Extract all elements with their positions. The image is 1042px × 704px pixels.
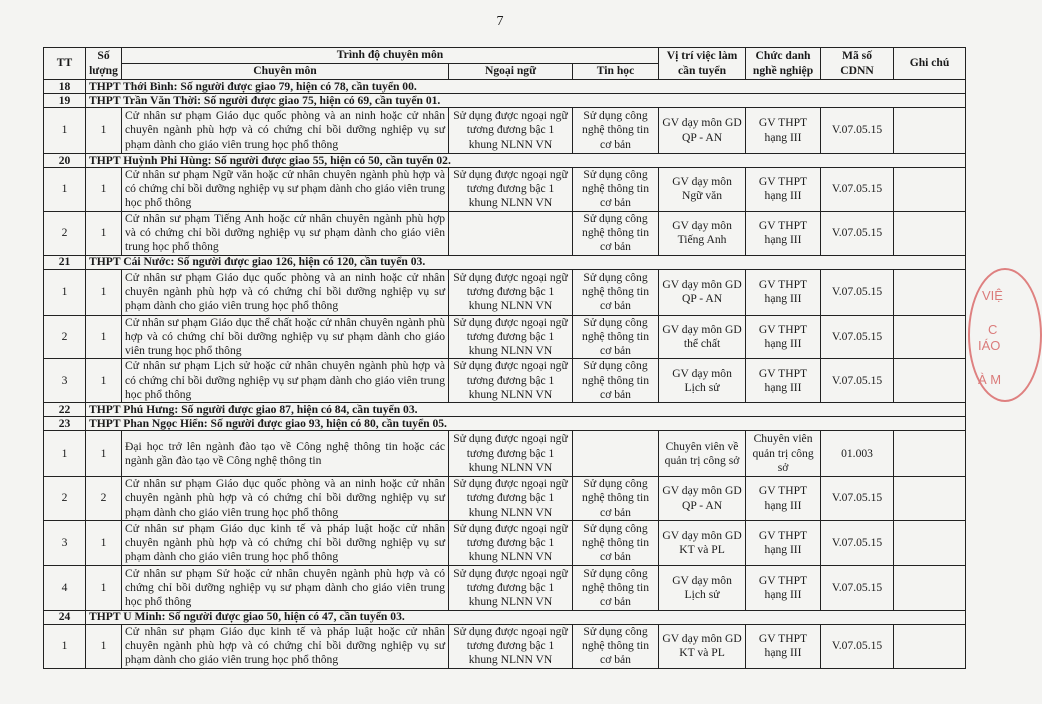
position-cell: GV dạy môn Tiếng Anh [659, 211, 746, 255]
cdnn-code-cell: V.07.05.15 [821, 108, 894, 154]
position-cell: GV dạy môn GD QP - AN [659, 269, 746, 315]
major-cell: Cử nhân sư phạm Lịch sử hoặc cử nhân chuyên ngành phù hợp và có chứng chỉ bồi dưỡng nghiệp vụ sư phạm dành cho giáo viên trung học phổ thông [122, 359, 449, 403]
qty-cell: 2 [86, 477, 122, 521]
cdnn-code-cell: V.07.05.15 [821, 211, 894, 255]
tt-cell: 3 [44, 359, 86, 403]
position-cell: GV dạy môn GD KT và PL [659, 520, 746, 565]
group-title-cell: THPT Trần Văn Thời: Số người được giao 75, hiện có 69, cần tuyển 01. [86, 94, 966, 108]
qty-cell: 1 [86, 315, 122, 359]
table-row [44, 624, 966, 668]
position-cell: GV dạy môn GD KT và PL [659, 624, 746, 668]
qty-cell: 1 [86, 520, 122, 565]
tt-cell: 2 [44, 211, 86, 255]
it-cell: Sử dụng công nghệ thông tin cơ bản [573, 520, 659, 565]
group-tt-cell: 21 [44, 255, 86, 269]
it-cell: Sử dụng công nghệ thông tin cơ bản [573, 624, 659, 668]
header-tt: TT [44, 48, 86, 80]
tt-cell: 1 [44, 108, 86, 154]
table-row [44, 520, 966, 565]
language-cell: Sử dụng được ngoại ngữ tương đương bậc 1 khung NLNN VN [449, 520, 573, 565]
cdnn-code-cell: V.07.05.15 [821, 269, 894, 315]
table-row [44, 359, 966, 403]
it-cell: Sử dụng công nghệ thông tin cơ bản [573, 168, 659, 212]
major-cell: Cử nhân sư phạm Tiếng Anh hoặc cử nhân chuyên ngành phù hợp và có chứng chỉ bồi dưỡng nghiệp vụ sư phạm dành cho giáo viên trung học phổ thông [122, 211, 449, 255]
group-title-cell: THPT Phan Ngọc Hiển: Số người được giao 93, hiện có 80, cần tuyển 05. [86, 417, 966, 431]
job-title-cell: GV THPT hạng III [746, 565, 821, 610]
header-ngoai-ngu: Ngoại ngữ [449, 64, 573, 80]
group-tt-cell: 19 [44, 94, 86, 108]
job-title-cell: GV THPT hạng III [746, 520, 821, 565]
tt-cell: 1 [44, 431, 86, 477]
position-cell: Chuyên viên về quản trị công sở [659, 431, 746, 477]
job-title-cell: GV THPT hạng III [746, 477, 821, 521]
position-cell: GV dạy môn GD thể chất [659, 315, 746, 359]
tt-cell: 1 [44, 624, 86, 668]
school-group-row [44, 80, 966, 94]
group-title-cell: THPT Thới Bình: Số người được giao 79, hiện có 78, cần tuyển 00. [86, 80, 966, 94]
table-row [44, 431, 966, 477]
page-number: 7 [496, 14, 504, 29]
it-cell: Sử dụng công nghệ thông tin cơ bản [573, 211, 659, 255]
language-cell [449, 211, 573, 255]
cdnn-code-cell: V.07.05.15 [821, 477, 894, 521]
language-cell: Sử dụng được ngoại ngữ tương đương bậc 1 khung NLNN VN [449, 359, 573, 403]
major-cell: Cử nhân sư phạm Giáo dục kinh tế và pháp luật hoặc cử nhân chuyên ngành phù hợp và có chứng chỉ bồi dưỡng nghiệp vụ sư phạm dành cho giáo viên trung học phổ thông [122, 624, 449, 668]
qty-cell: 1 [86, 108, 122, 154]
note-cell [894, 624, 966, 668]
cdnn-code-cell: V.07.05.15 [821, 565, 894, 610]
job-title-cell: GV THPT hạng III [746, 315, 821, 359]
cdnn-code-cell: 01.003 [821, 431, 894, 477]
school-group-row [44, 610, 966, 624]
note-cell [894, 431, 966, 477]
group-title-cell: THPT Cái Nước: Số người được giao 126, hiện có 120, cần tuyển 03. [86, 255, 966, 269]
tt-cell: 1 [44, 269, 86, 315]
tt-cell: 2 [44, 315, 86, 359]
group-title-cell: THPT Huỳnh Phi Hùng: Số người được giao 55, hiện có 50, cần tuyển 02. [86, 154, 966, 168]
cdnn-code-cell: V.07.05.15 [821, 168, 894, 212]
tt-cell: 4 [44, 565, 86, 610]
note-cell [894, 565, 966, 610]
cdnn-code-cell: V.07.05.15 [821, 624, 894, 668]
school-group-row [44, 417, 966, 431]
it-cell: Sử dụng công nghệ thông tin cơ bản [573, 108, 659, 154]
major-cell: Đại học trở lên ngành đào tạo về Công nghệ thông tin hoặc các ngành gần đào tạo về Công nghệ thông tin [122, 431, 449, 477]
major-cell: Cử nhân sư phạm Ngữ văn hoặc cử nhân chuyên ngành phù hợp và có chứng chỉ bồi dưỡng nghiệp vụ sư phạm dành cho giáo viên trung học phổ thông [122, 168, 449, 212]
cdnn-code-cell: V.07.05.15 [821, 315, 894, 359]
qty-cell: 1 [86, 624, 122, 668]
header-chuyen-mon: Chuyên môn [122, 64, 449, 80]
qty-cell: 1 [86, 359, 122, 403]
job-title-cell: Chuyên viên quản trị công sở [746, 431, 821, 477]
major-cell: Cử nhân sư phạm Sử hoặc cử nhân chuyên ngành phù hợp và có chứng chỉ bồi dưỡng nghiệp vụ sư phạm dành cho giáo viên trung học phổ thông [122, 565, 449, 610]
note-cell [894, 168, 966, 212]
note-cell [894, 477, 966, 521]
header-chuc-danh: Chức danh nghề nghiệp [746, 48, 821, 80]
group-tt-cell: 18 [44, 80, 86, 94]
note-cell [894, 108, 966, 154]
note-cell [894, 269, 966, 315]
table-row [44, 315, 966, 359]
group-tt-cell: 20 [44, 154, 86, 168]
job-title-cell: GV THPT hạng III [746, 269, 821, 315]
tt-cell: 2 [44, 477, 86, 521]
language-cell: Sử dụng được ngoại ngữ tương đương bậc 1 khung NLNN VN [449, 108, 573, 154]
major-cell: Cử nhân sư phạm Giáo dục kinh tế và pháp luật hoặc cử nhân chuyên ngành phù hợp và có chứng chỉ bồi dưỡng nghiệp vụ sư phạm dành cho giáo viên trung học phổ thông [122, 520, 449, 565]
header-ghi-chu: Ghi chú [894, 48, 966, 80]
language-cell: Sử dụng được ngoại ngữ tương đương bậc 1 khung NLNN VN [449, 431, 573, 477]
recruitment-table [43, 47, 966, 669]
header-tin-hoc: Tin học [573, 64, 659, 80]
major-cell: Cử nhân sư phạm Giáo dục quốc phòng và an ninh hoặc cử nhân chuyên ngành phù hợp và có chứng chỉ bồi dưỡng nghiệp vụ sư phạm dành cho giáo viên trung học phổ thông [122, 108, 449, 154]
qty-cell: 1 [86, 168, 122, 212]
table-row [44, 565, 966, 610]
table-row [44, 108, 966, 154]
note-cell [894, 315, 966, 359]
school-group-row [44, 255, 966, 269]
note-cell [894, 359, 966, 403]
job-title-cell: GV THPT hạng III [746, 359, 821, 403]
position-cell: GV dạy môn Ngữ văn [659, 168, 746, 212]
header-so-luong: Số lượng [86, 48, 122, 80]
school-group-row [44, 94, 966, 108]
official-seal-stamp: VIỆ C IÁO À M [968, 268, 1042, 402]
group-title-cell: THPT Phú Hưng: Số người được giao 87, hiện có 84, cần tuyển 03. [86, 403, 966, 417]
it-cell: Sử dụng công nghệ thông tin cơ bản [573, 359, 659, 403]
qty-cell: 1 [86, 211, 122, 255]
school-group-row [44, 154, 966, 168]
major-cell: Cử nhân sư phạm Giáo dục thể chất hoặc cử nhân chuyên ngành phù hợp và có chứng chỉ bồi dưỡng nghiệp vụ sư phạm dành cho giáo viên trung học phổ thông [122, 315, 449, 359]
tt-cell: 1 [44, 168, 86, 212]
language-cell: Sử dụng được ngoại ngữ tương đương bậc 1 khung NLNN VN [449, 269, 573, 315]
language-cell: Sử dụng được ngoại ngữ tương đương bậc 1 khung NLNN VN [449, 477, 573, 521]
table-row [44, 211, 966, 255]
major-cell: Cử nhân sư phạm Giáo dục quốc phòng và an ninh hoặc cử nhân chuyên ngành phù hợp và có chứng chỉ bồi dưỡng nghiệp vụ sư phạm dành cho giáo viên trung học phổ thông [122, 477, 449, 521]
language-cell: Sử dụng được ngoại ngữ tương đương bậc 1 khung NLNN VN [449, 168, 573, 212]
it-cell: Sử dụng công nghệ thông tin cơ bản [573, 565, 659, 610]
qty-cell: 1 [86, 269, 122, 315]
qty-cell: 1 [86, 565, 122, 610]
group-tt-cell: 23 [44, 417, 86, 431]
cdnn-code-cell: V.07.05.15 [821, 359, 894, 403]
group-tt-cell: 24 [44, 610, 86, 624]
language-cell: Sử dụng được ngoại ngữ tương đương bậc 1 khung NLNN VN [449, 624, 573, 668]
job-title-cell: GV THPT hạng III [746, 211, 821, 255]
header-ma-so: Mã số CDNN [821, 48, 894, 80]
cdnn-code-cell: V.07.05.15 [821, 520, 894, 565]
position-cell: GV dạy môn Lịch sử [659, 359, 746, 403]
position-cell: GV dạy môn GD QP - AN [659, 108, 746, 154]
major-cell: Cử nhân sư phạm Giáo dục quốc phòng và an ninh hoặc cử nhân chuyên ngành phù hợp và có chứng chỉ bồi dưỡng nghiệp vụ sư phạm dành cho giáo viên trung học phổ thông [122, 269, 449, 315]
header-trinh-do: Trình độ chuyên môn [122, 48, 659, 64]
job-title-cell: GV THPT hạng III [746, 624, 821, 668]
qty-cell: 1 [86, 431, 122, 477]
it-cell: Sử dụng công nghệ thông tin cơ bản [573, 269, 659, 315]
position-cell: GV dạy môn Lịch sử [659, 565, 746, 610]
language-cell: Sử dụng được ngoại ngữ tương đương bậc 1 khung NLNN VN [449, 315, 573, 359]
it-cell: Sử dụng công nghệ thông tin cơ bản [573, 477, 659, 521]
job-title-cell: GV THPT hạng III [746, 168, 821, 212]
header-vi-tri: Vị trí việc làm cần tuyển [659, 48, 746, 80]
tt-cell: 3 [44, 520, 86, 565]
note-cell [894, 211, 966, 255]
language-cell: Sử dụng được ngoại ngữ tương đương bậc 1 khung NLNN VN [449, 565, 573, 610]
table-row [44, 168, 966, 212]
group-title-cell: THPT U Minh: Số người được giao 50, hiện có 47, cần tuyển 03. [86, 610, 966, 624]
position-cell: GV dạy môn GD QP - AN [659, 477, 746, 521]
table-row [44, 477, 966, 521]
school-group-row [44, 403, 966, 417]
it-cell: Sử dụng công nghệ thông tin cơ bản [573, 315, 659, 359]
group-tt-cell: 22 [44, 403, 86, 417]
it-cell [573, 431, 659, 477]
table-row [44, 269, 966, 315]
job-title-cell: GV THPT hạng III [746, 108, 821, 154]
note-cell [894, 520, 966, 565]
